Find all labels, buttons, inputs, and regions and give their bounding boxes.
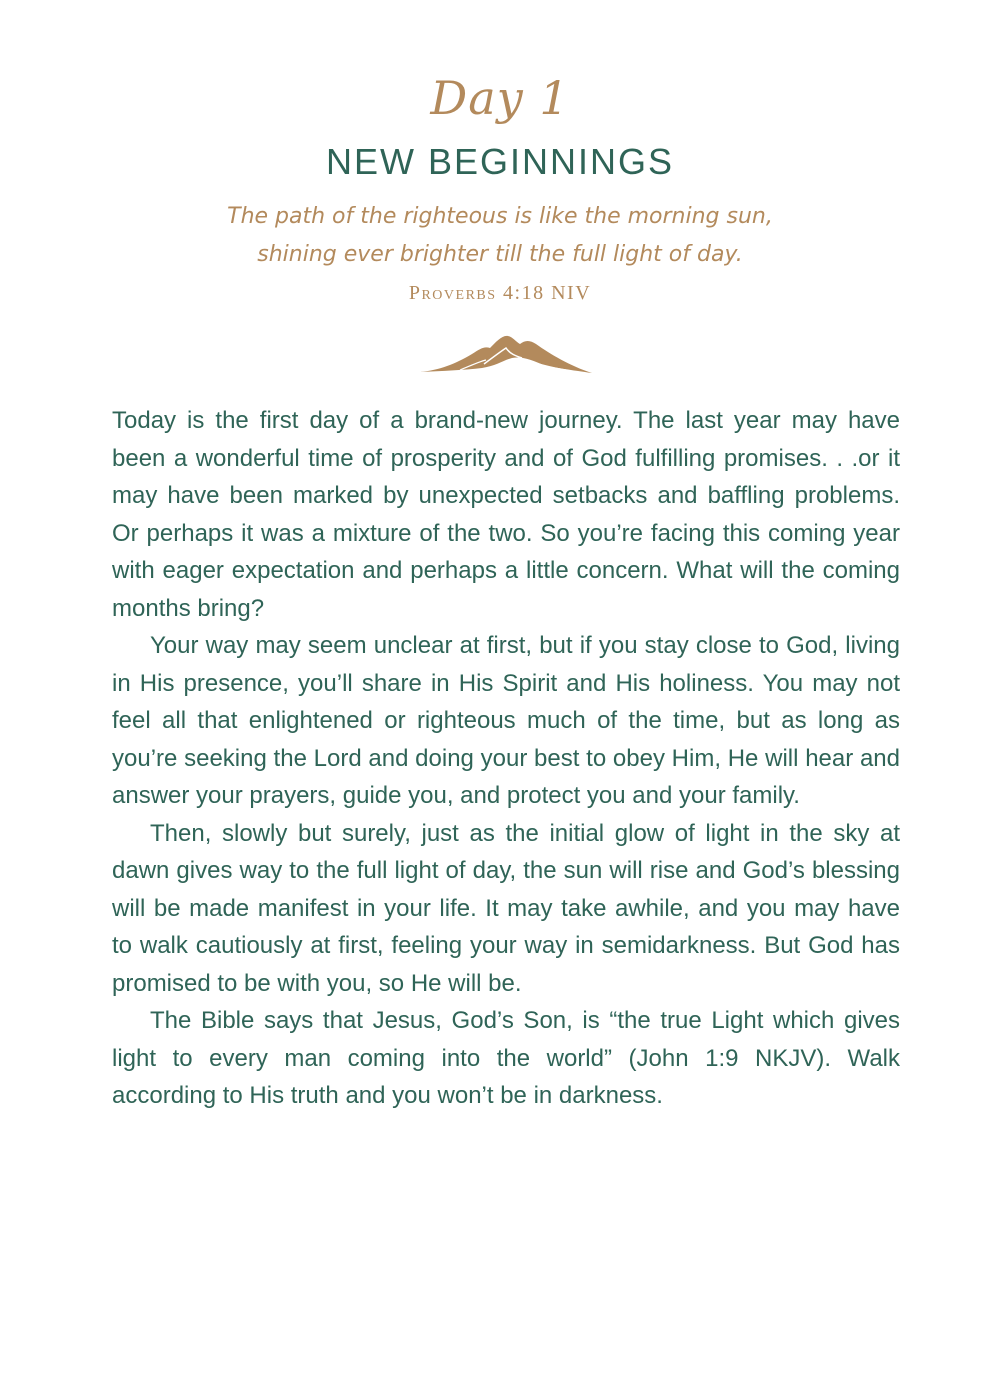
verse-reference: Proverbs 4:18 NIV bbox=[408, 282, 592, 304]
page-title: NEW BEGINNINGS bbox=[325, 141, 675, 182]
body-paragraph-1: Today is the first day of a brand-new journey. The last year may have been a wonderful time of prosperity and of God fulfilling promises. . .or it may have been marked by unexpected setbacks and baffling problems. Or perhaps it was a mixture of the two. So you’re facing this coming year with eager expectation and perhaps a little concern. What will the coming months bring? bbox=[112, 407, 900, 622]
verse-line-2: shining ever brighter till the full light of day. bbox=[257, 242, 743, 267]
body-paragraph-3: Then, slowly but surely, just as the initial glow of light in the sky at dawn gives way to the full light of day, the sun will rise and God’s blessing will be made manifest in your life. It may take awhile, and you may have to walk cautiously at first, feeling your way in semidarkness. But God has promised to be with you, so He will be. bbox=[112, 819, 900, 997]
verse-line-1: The path of the righteous is like the morning sun, bbox=[227, 204, 773, 229]
scripture-verse bbox=[100, 198, 900, 274]
devotional-body bbox=[112, 402, 900, 1115]
body-paragraph-2: Your way may seem unclear at first, but if you stay close to God, living in His presence, you’ll share in His Spirit and His holiness. You may not feel all that enlightened or righteous much of the time, but as long as you’re seeking the Lord and doing your best to obey Him, He will hear and answer your prayers, guide you, and protect you and your family. bbox=[112, 632, 900, 809]
body-paragraph-4: The Bible says that Jesus, God’s Son, is “the true Light which gives light to every man coming into the world” (John 1:9 NKJV). Walk according to His truth and you won’t be in darkness. bbox=[112, 1007, 900, 1109]
day-label: Day 1 bbox=[430, 71, 570, 125]
mountain-icon bbox=[420, 330, 592, 378]
